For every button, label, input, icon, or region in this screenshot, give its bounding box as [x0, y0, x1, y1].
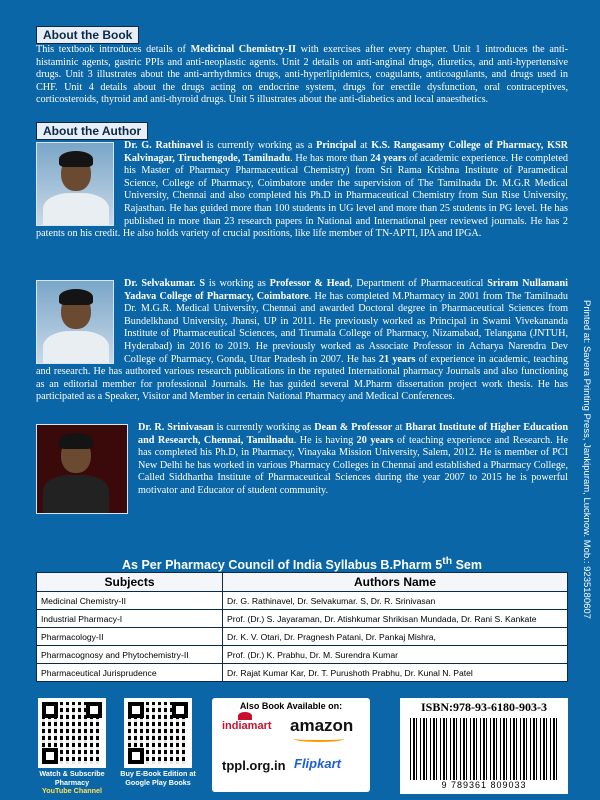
- about-book-heading: About the Book: [36, 26, 139, 44]
- youtube-qr-code[interactable]: [38, 698, 106, 768]
- column-header-subjects: Subjects: [37, 573, 223, 592]
- author-bio-srinivasan: Dr. R. Srinivasan is currently working as Dean & Professor at Bharat Institute of Higher Education and Research, Chennai, Tamilnadu. He is having 20 years of teaching experience and Research. He has completed his Ph.D, in Pharmacy, Vinayaka Mission University, Salem, 2012. He is member of PCI New Delhi he has worked in various Pharmacy Colleges in Chennai and established a Pharmacy College, Called Siddhartha Institute of Pharmaceutical Sciences during the year 2007 to 2015 he is powerful motivator and Educator of student community.: [36, 422, 568, 516]
- indiamart-logo[interactable]: indiamart: [222, 720, 272, 732]
- syllabus-title: As Per Pharmacy Council of India Syllabus B.Pharm 5th Sem: [122, 556, 482, 573]
- author-photo: [36, 142, 114, 226]
- author-bio-selvakumar: Dr. Selvakumar. S is working as Professor & Head, Department of Pharmaceutical Sriram Nullamani Yadava College of Pharmacy, Coimbatore. He has completed M.Pharmacy in 2001 from The Tamilnadu Dr. M.G.R. Medical University, Chennai and awarded Doctoral degree in Pharmaceutical Sciences from Bundelkhand University, Jhansi, UP in 2011. He previously worked as Principal in Swami Vivekananda Institute of Pharmaceutical Sciences, and Tirumala College of Pharmacy, Nizamabad, Telangana (JNTUH, Hyderabad) in 2016 to 2019. He previously worked as Associate Professor in Acharya Narendra Dev College of Pharmacy, Gonda, Uttar Pradesh in 2007. He has 21 years of experience in academic, teaching and research. He has authored various research publications in the reputed International pharmacy Journals and also functioning as an editorial member for professional Journals. He has guided several M.Pharm dissertation project work thesis. He has participated as a Speaker, Visitor and Member in certain National Pharmacy and Medical Conferences.: [36, 278, 569, 403]
- indiamart-logo-icon: [238, 712, 252, 720]
- google-play-qr-code[interactable]: [124, 698, 192, 768]
- about-author-heading: About the Author: [36, 122, 148, 140]
- table-row: Medicinal Chemistry-II Dr. G. Rathinavel, Dr. Selvakumar. S, Dr. R. Srinivasan: [37, 592, 568, 610]
- amazon-logo[interactable]: amazon: [290, 716, 354, 735]
- flipkart-logo[interactable]: Flipkart: [294, 756, 341, 771]
- table-row: Industrial Pharmacy-I Prof. (Dr.) S. Jayaraman, Dr. Atishkumar Shrikisan Mundada, Dr. Rani S. Kankate: [37, 610, 568, 628]
- about-book-text: This textbook introduces details of Medicinal Chemistry-II with exercises after every chapter. Unit 1 introduces the anti-histaminic agents, gastric PPIs and anti-neoplastic agents. Unit 2 details on anti-anginal drugs, diuretics, and anti-hypertensive drugs. Unit 3 illustrates about the anti-arrhythmics drugs, anti-hyperlipidemics, coagulants, anticoagulants, and drugs used in CHF. Unit 4 details about the drugs acting on endocrine system, drugs for erectile dysfunction, oral contraceptives, corticosteroids, thyroid and anti-thyroid drugs. Unit 5 illustrates about the anti-diabetics and local anaesthetics.: [36, 44, 568, 106]
- author-photo: [36, 280, 114, 364]
- back-cover: [36, 0, 568, 800]
- barcode-digits: 9 789361 809033: [441, 780, 527, 790]
- syllabus-table: [36, 572, 568, 682]
- barcode-icon: [410, 718, 558, 780]
- amazon-smile-icon: [294, 736, 344, 742]
- table-row: Pharmacology-II Dr. K. V. Otari, Dr. Pragnesh Patani, Dr. Pankaj Mishra,: [37, 628, 568, 646]
- author-photo: [36, 424, 128, 514]
- youtube-qr-caption: Watch & Subscribe Pharmacy YouTube Channel: [39, 769, 105, 795]
- tppl-website-link[interactable]: tppl.org.in: [222, 758, 286, 773]
- table-row: Pharmacognosy and Phytochemistry-II Prof. (Dr.) K. Prabhu, Dr. M. Surendra Kumar: [37, 646, 568, 664]
- isbn-block: [400, 698, 568, 794]
- printer-info: Printed at: Savera Printing Press, Jankipuram, Lucknow. Mob.: 9235180607: [581, 300, 592, 619]
- available-on-box: Also Book Available on: indiamart amazon tppl.org.in Flipkart: [212, 698, 370, 792]
- google-play-qr-caption: Buy E-Book Edition at Google Play Books: [120, 769, 196, 787]
- table-row: Pharmaceutical Jurisprudence Dr. Rajat Kumar Kar, Dr. T. Purushoth Prabhu, Dr. Kunal N. Patel: [37, 664, 568, 682]
- isbn-number: ISBN:978-93-6180-903-3: [421, 700, 547, 714]
- author-bio-rathinavel: Dr. G. Rathinavel is currently working as a Principal at K.S. Rangasamy College of Pharmacy, KSR Kalvinagar, Tiruchengode, Tamilnadu. He has more than 24 years of academic experience. He completed his Master of Pharmacy Pharmaceutical Chemistry) from Sri Rama Krishna Institute of Paramedical Science, College of Pharmacy, Coimbatore under the supervision of The Tamilnadu Dr. M.G.R Medical University, Chennai and also completed his Ph.D in Pharmaceutical Chemistry from Sun Rise University, Rajasthan. He has guided more than 100 students in UG level and more than 25 students in PG level. He has published in more than 23 research papers in National and International peer reviewed journals. He has 2 patents on his credit. He also holds variety of crucial positions, like life member of TN-APTI, IPA and IPGA.: [36, 140, 568, 240]
- column-header-authors: Authors Name: [223, 573, 568, 592]
